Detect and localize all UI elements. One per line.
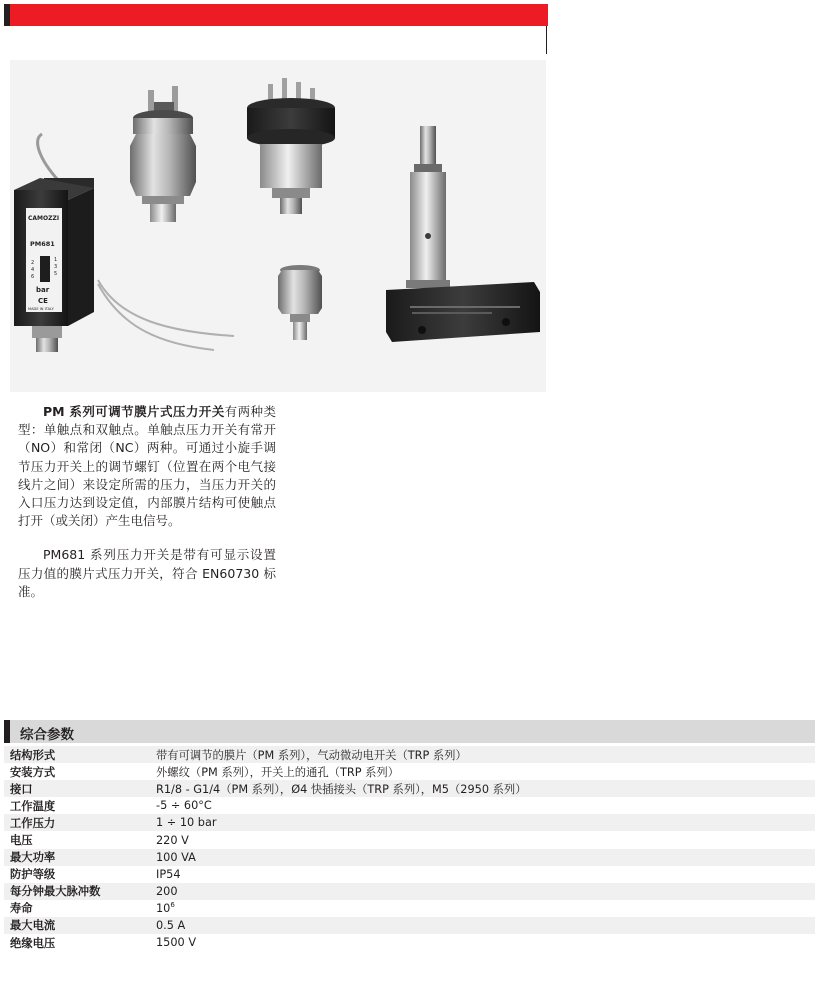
pm681-unit-label: bar: [36, 286, 50, 294]
spec-label: 接口: [10, 782, 33, 796]
spec-value: 100 VA: [156, 850, 196, 864]
hex-pressure-switch-image: [130, 86, 196, 222]
intro-series-name: PM 系列可调节膜片式压力开关: [43, 404, 225, 419]
intro-paragraph-2: PM681 系列压力开关是带有可显示设置压力值的膜片式压力开关，符合 EN60730 标准。: [18, 547, 276, 599]
intro-text: [18, 403, 276, 601]
spec-value-exponent: 6: [170, 901, 175, 910]
pm681-scale-4: 4: [31, 267, 35, 273]
spec-value: R1/8 - G1/4（PM 系列），Ø4 快插接头（TRP 系列），M5（2950 系列）: [156, 782, 527, 796]
spec-row: [4, 934, 815, 951]
ce-mark: CE: [38, 297, 48, 305]
pm681-model-label: PM681: [30, 240, 55, 248]
spec-label: 结构形式: [10, 748, 56, 762]
spec-label: 寿命: [10, 902, 33, 916]
pm681-scale-5: 5: [54, 271, 58, 277]
spec-value: 1500 V: [156, 936, 197, 950]
spec-value: [156, 902, 175, 915]
pm681-scale-2: 2: [31, 260, 35, 266]
spec-value: 0.5 A: [156, 918, 186, 932]
pm681-scale-1: 1: [54, 257, 58, 263]
hex-adapter-image: [278, 265, 322, 340]
spec-row: [4, 814, 815, 831]
specs-title: 综合参数: [20, 727, 74, 743]
spec-value: 外螺纹（PM 系列），开关上的通孔（TRP 系列）: [156, 765, 399, 779]
spec-row: [4, 849, 815, 866]
spec-row: [4, 831, 815, 848]
spec-row: [4, 763, 815, 780]
header-divider-line: [546, 26, 547, 54]
spec-row: [4, 883, 815, 900]
specs-table: [4, 746, 815, 951]
spec-value-base: 10: [156, 901, 171, 915]
spec-label: 防护等级: [10, 868, 56, 882]
spec-row: [4, 917, 815, 934]
spec-value: -5 ÷ 60°C: [156, 799, 212, 813]
pm681-scale-6: 6: [31, 274, 35, 280]
spec-label: 工作压力: [10, 816, 56, 830]
intro-paragraph-1: [18, 403, 276, 530]
spec-label: 最大功率: [10, 851, 56, 865]
pm681-scale-3: 3: [54, 264, 58, 270]
spec-value: 220 V: [156, 833, 189, 847]
spec-label: 绝缘电压: [10, 936, 56, 950]
microswitch-image: [386, 126, 540, 342]
specs-section-header: [4, 720, 815, 743]
product-photo: [10, 60, 546, 392]
spec-row: [4, 746, 815, 763]
round-pressure-switch-image: [247, 78, 335, 214]
intro-paragraph-1-body: 有两种类型：单触点和双触点。单触点压力开关有常开（NO）和常闭（NC）两种。可通过小旋手调节压力开关上的调节螺钉（位置在两个电气接线片之间）来设定所需的压力，当压力开关的入口压力达到设定值，内部膜片结构可使触点打开（或关闭）产生电信号。: [18, 404, 276, 529]
spec-value: 200: [156, 884, 178, 898]
spec-label: 最大电流: [10, 919, 56, 933]
origin-label: MADE IN ITALY: [28, 307, 54, 311]
spec-label: 安装方式: [10, 765, 56, 779]
specs-header-marker: [4, 720, 10, 743]
header-bar-marker: [4, 4, 10, 26]
spec-row: [4, 866, 815, 883]
spec-label: 电压: [10, 834, 33, 848]
spec-value: 1 ÷ 10 bar: [156, 816, 217, 830]
spec-label: 每分钟最大脉冲数: [10, 885, 101, 899]
header-red-bar: [4, 4, 548, 26]
spec-value: 带有可调节的膜片（PM 系列），气动微动电开关（TRP 系列）: [156, 748, 467, 762]
spec-row: [4, 780, 815, 797]
spec-row: [4, 900, 815, 917]
spec-value: IP54: [156, 867, 181, 881]
spec-label: 工作温度: [10, 799, 56, 813]
spec-row: [4, 797, 815, 814]
pm681-brand-label: CAMOZZI: [28, 215, 60, 222]
